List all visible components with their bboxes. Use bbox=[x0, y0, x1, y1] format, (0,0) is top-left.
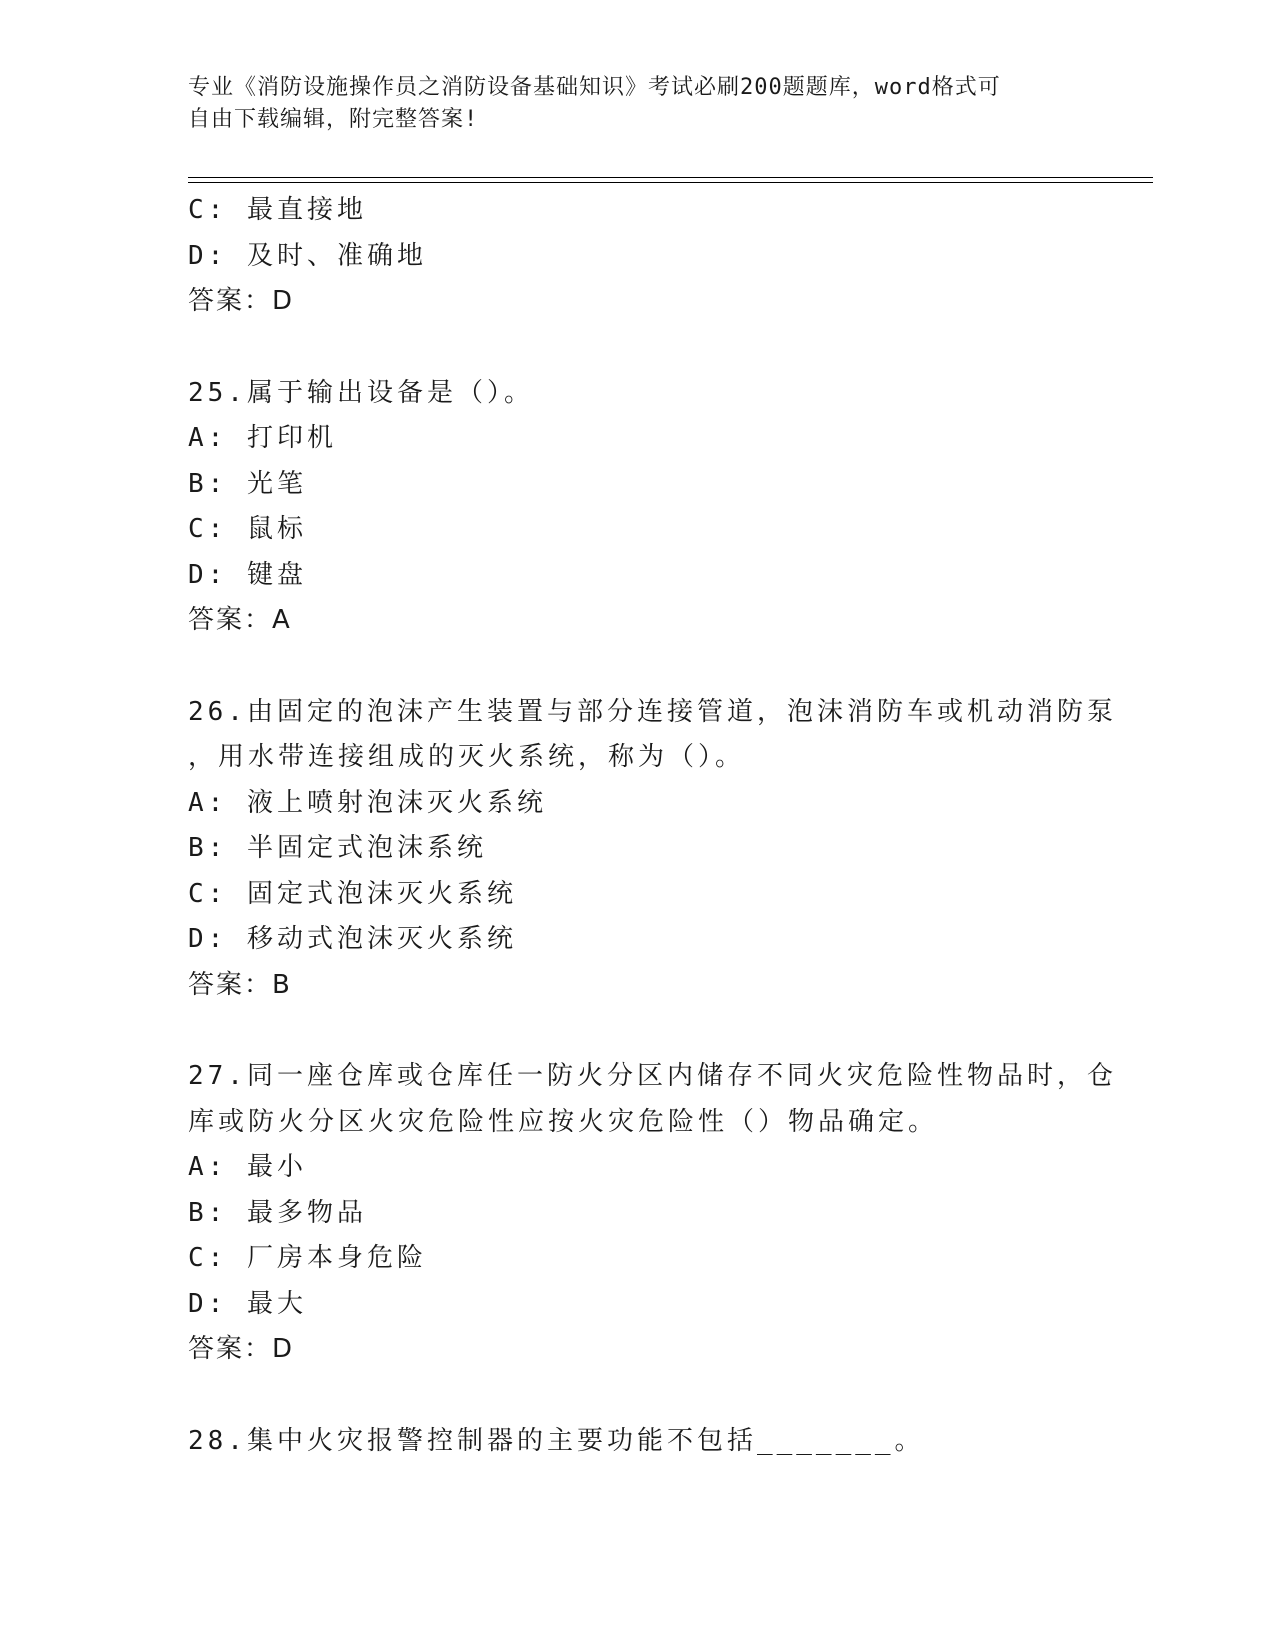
question-text: 26.由固定的泡沫产生装置与部分连接管道，泡沫消防车或机动消防泵 bbox=[188, 696, 1117, 727]
question-text: 25.属于输出设备是（）。 bbox=[188, 377, 534, 408]
question-text: 27.同一座仓库或仓库任一防火分区内储存不同火灾危险性物品时，仓 bbox=[188, 1061, 1117, 1091]
option-d: D: 移动式泡沫灭火系统 bbox=[188, 924, 517, 954]
question-26 bbox=[188, 690, 1117, 1009]
document-header bbox=[188, 72, 1068, 136]
option-a: A: 打印机 bbox=[188, 423, 337, 453]
question-text: ，用水带连接组成的灭火系统，称为（）。 bbox=[188, 742, 746, 772]
option-d: D: 最大 bbox=[188, 1288, 307, 1319]
question-28 bbox=[188, 1419, 1088, 1465]
option-d: D: 及时、准确地 bbox=[188, 240, 427, 271]
option-c: C: 厂房本身危险 bbox=[188, 1243, 427, 1273]
option-c: C: 最直接地 bbox=[188, 195, 367, 225]
option-c: C: 固定式泡沫灭火系统 bbox=[188, 878, 517, 909]
answer-line: 答案：D bbox=[188, 1334, 295, 1364]
header-line-2: 自由下载编辑，附完整答案! bbox=[188, 107, 479, 132]
answer-line: 答案：A bbox=[188, 605, 292, 635]
option-a: A: 液上喷射泡沫灭火系统 bbox=[188, 787, 547, 818]
option-b: B: 半固定式泡沫系统 bbox=[188, 833, 487, 863]
question-list bbox=[188, 188, 1117, 1464]
question-text: 28.集中火灾报警控制器的主要功能不包括_______。 bbox=[188, 1425, 925, 1456]
question-27 bbox=[188, 1054, 1117, 1373]
answer-line: 答案：D bbox=[188, 286, 295, 316]
header-divider-top bbox=[188, 177, 1153, 178]
header-divider-bottom bbox=[188, 182, 1153, 183]
option-a: A: 最小 bbox=[188, 1152, 307, 1182]
question-text: 库或防火分区火灾危险性应按火灾危险性（）物品确定。 bbox=[188, 1106, 939, 1137]
option-d: D: 键盘 bbox=[188, 559, 307, 590]
option-b: B: 光笔 bbox=[188, 468, 307, 499]
option-b: B: 最多物品 bbox=[188, 1197, 367, 1228]
header-line-1: 专业《消防设施操作员之消防设备基础知识》考试必刷200题题库，word格式可 bbox=[188, 75, 1001, 100]
answer-line: 答案：B bbox=[188, 969, 292, 1000]
question-25 bbox=[188, 371, 1088, 644]
option-c: C: 鼠标 bbox=[188, 514, 307, 544]
